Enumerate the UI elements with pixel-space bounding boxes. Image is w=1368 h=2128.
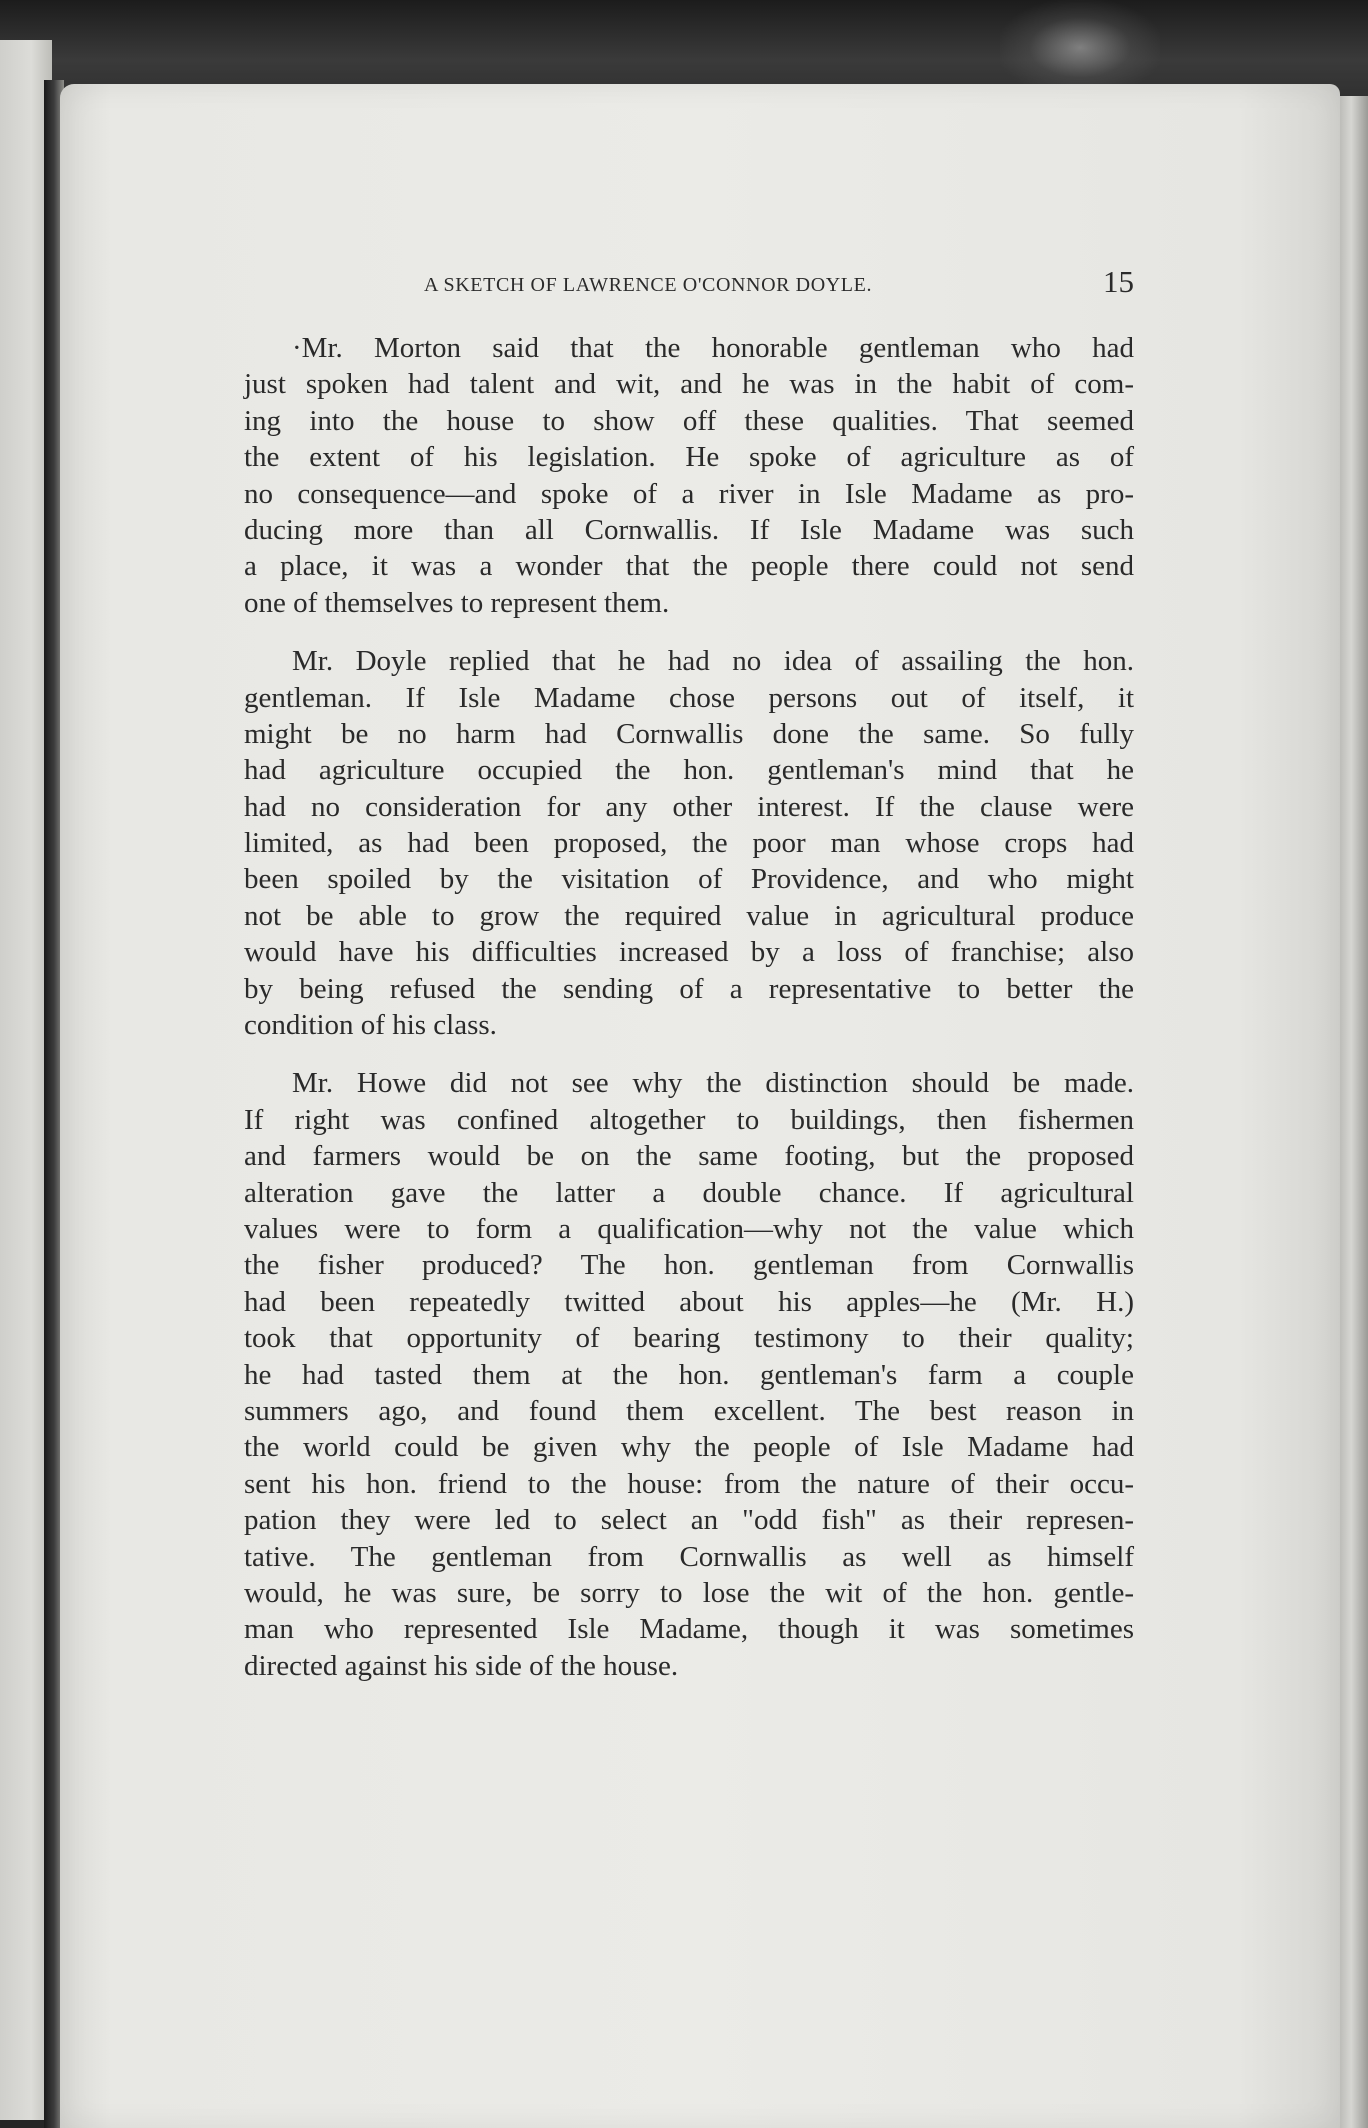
text-line: tative. The gentleman from Cornwallis as well as himself [244,1540,1134,1573]
text-line: values were to form a qualification—why not the value which [244,1212,1134,1245]
text-line: might be no harm had Cornwallis done the same. So fully [244,717,1134,750]
text-line: had agriculture occupied the hon. gentleman's mind that he [244,754,1134,787]
text-line: alteration gave the latter a double chance. If agricultural [244,1176,1134,1209]
text-line: summers ago, and found them excellent. The best reason in [244,1394,1134,1427]
text-line: would, he was sure, be sorry to lose the wit of the hon. gentle- [244,1576,1134,1609]
text-line: ing into the house to show off these qualities. That seemed [244,404,1134,437]
text-line: had no consideration for any other interest. If the clause were [244,790,1134,823]
text-line: took that opportunity of bearing testimony to their quality; [244,1322,1134,1355]
text-line: gentleman. If Isle Madame chose persons out of itself, it [244,681,1134,714]
body-text [244,330,1134,1684]
page-fore-edge [1340,96,1368,2128]
text-line: the fisher produced? The hon. gentleman from Cornwallis [244,1249,1134,1282]
text-line: pation they were led to select an "odd fish" as their represen- [244,1504,1134,1537]
text-line: sent his hon. friend to the house: from the nature of their occu- [244,1467,1134,1500]
text-line: ·Mr. Morton said that the honorable gentleman who had [292,332,1134,364]
text-line: Mr. Howe did not see why the distinction should be made. [292,1067,1134,1100]
text-line: the extent of his legislation. He spoke of agriculture as of [244,441,1134,474]
text-line: would have his difficulties increased by a loss of franchise; also [244,936,1134,969]
text-line: been spoiled by the visitation of Providence, and who might [244,863,1134,896]
text-line: had been repeatedly twitted about his apples—he (Mr. H.) [244,1285,1134,1318]
text-line: If right was confined altogether to buildings, then fishermen [244,1103,1134,1136]
text-line: and farmers would be on the same footing, but the proposed [244,1140,1134,1173]
page-header [244,264,1134,308]
text-line: a place, it was a wonder that the people there could not send [244,550,1134,583]
paragraph-howe [244,1065,1134,1684]
text-line: condition of his class. [244,1009,497,1042]
text-line: Mr. Doyle replied that he had no idea of assailing the hon. [292,645,1134,678]
text-line: one of themselves to represent them. [244,586,670,619]
text-line: no consequence—and spoke of a river in Isle Madame as pro- [244,477,1134,510]
paragraph-doyle [244,643,1134,1043]
text-line: just spoken had talent and wit, and he was in the habit of com- [244,368,1134,401]
text-line: he had tasted them at the hon. gentleman's farm a couple [244,1358,1134,1391]
text-line: directed against his side of the house. [244,1649,679,1682]
text-line: the world could be given why the people of Isle Madame had [244,1431,1134,1464]
text-line: not be able to grow the required value in agricultural produce [244,899,1134,932]
text-line: by being refused the sending of a representative to better the [244,972,1134,1005]
text-line: limited, as had been proposed, the poor man whose crops had [244,827,1134,860]
running-head: A SKETCH OF LAWRENCE O'CONNOR DOYLE. [424,274,873,296]
page-number: 15 [1103,264,1134,299]
light-glare [1000,0,1160,95]
paragraph-morton [244,330,1134,621]
text-line: man who represented Isle Madame, though it was sometimes [244,1613,1134,1646]
text-line: ducing more than all Cornwallis. If Isle Madame was such [244,513,1134,546]
